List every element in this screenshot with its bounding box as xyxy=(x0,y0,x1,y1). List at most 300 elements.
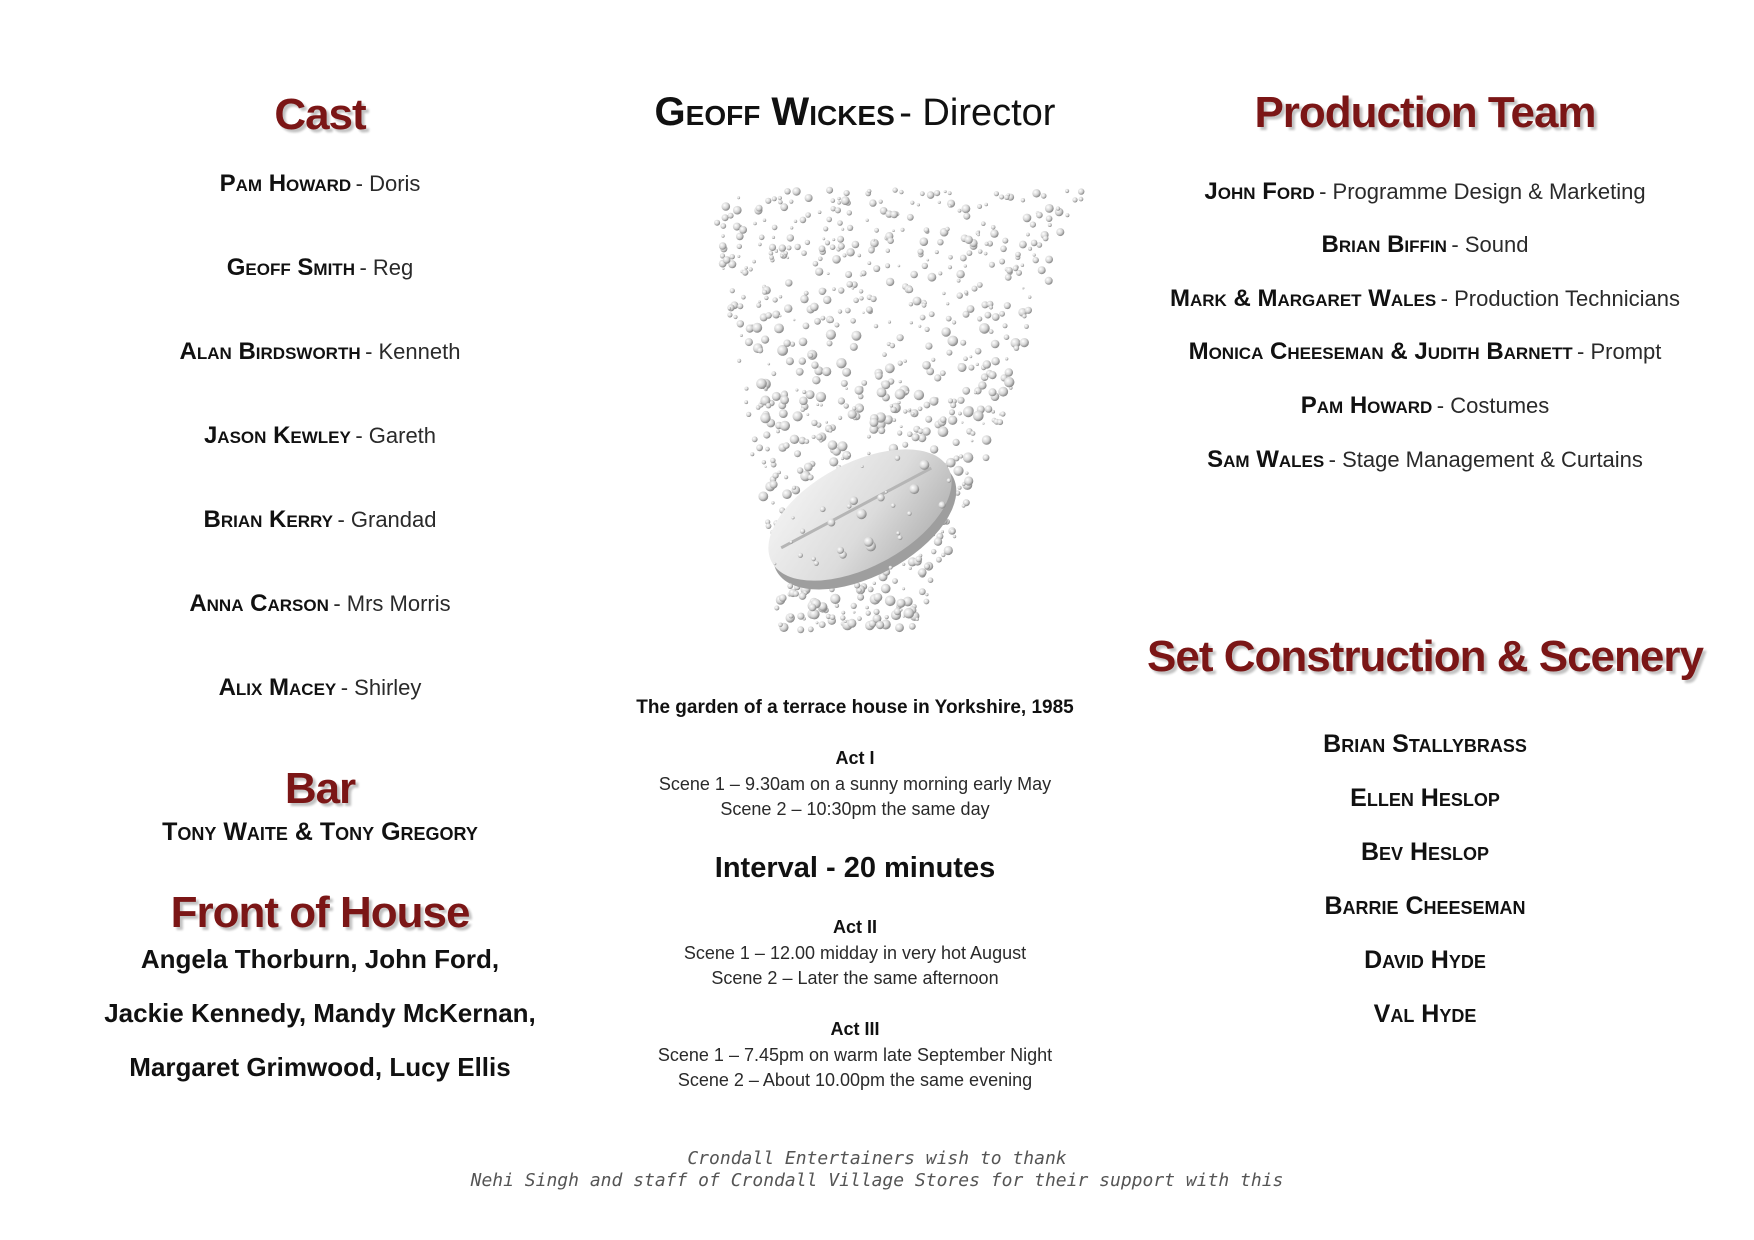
bubble xyxy=(983,360,991,368)
bubble xyxy=(963,356,968,361)
bubble xyxy=(867,189,871,193)
bubble xyxy=(868,247,875,254)
bubble xyxy=(849,496,858,505)
bubble xyxy=(805,240,810,245)
cast-member-name: Geoff Smith xyxy=(226,254,355,281)
act-title: Act III xyxy=(830,1019,880,1039)
bubble xyxy=(850,318,856,324)
bubble xyxy=(990,229,998,237)
bubble xyxy=(935,250,939,254)
bubble xyxy=(756,205,763,212)
bubble xyxy=(808,353,813,358)
bubble xyxy=(903,409,907,413)
bubble xyxy=(783,340,790,347)
thanks-line-2: Nehi Singh and staff of Crondall Village Stores for their support with this xyxy=(470,1170,1284,1191)
production-member-name: Sam Wales xyxy=(1207,446,1325,473)
bubble xyxy=(836,358,846,368)
bubble xyxy=(790,435,799,444)
bubble xyxy=(920,315,926,321)
bubble xyxy=(1065,189,1069,193)
bubble xyxy=(922,263,928,269)
bubble xyxy=(859,289,863,293)
bubble xyxy=(1026,233,1030,237)
bubble xyxy=(924,599,930,605)
bubble xyxy=(793,319,795,321)
bubble xyxy=(774,606,779,611)
bubble xyxy=(720,223,726,229)
bubble xyxy=(960,255,967,262)
bubble xyxy=(963,407,974,418)
bubble xyxy=(841,196,850,205)
bubble xyxy=(909,623,916,630)
bubble xyxy=(737,303,743,309)
bubble xyxy=(914,390,924,400)
bubble xyxy=(927,259,930,262)
bubble xyxy=(958,412,962,416)
bubble xyxy=(779,409,788,418)
bubble xyxy=(787,245,792,250)
bubble xyxy=(848,454,851,457)
bubble xyxy=(837,197,840,200)
bubble xyxy=(1005,357,1008,360)
bubble xyxy=(853,298,859,304)
production-member-role: - Production Technicians xyxy=(1440,286,1680,311)
bubble xyxy=(779,594,787,602)
bubble xyxy=(922,361,931,370)
bubble xyxy=(841,228,844,231)
bubble xyxy=(946,458,956,468)
bubble xyxy=(775,250,778,253)
bubble xyxy=(793,411,803,421)
cast-member xyxy=(60,338,580,366)
bubble xyxy=(960,340,966,346)
production-team-member xyxy=(1115,231,1735,259)
bubble xyxy=(737,320,744,327)
bubble xyxy=(827,272,830,275)
bubble xyxy=(806,390,815,399)
bubble xyxy=(902,587,905,590)
bubble xyxy=(937,239,943,245)
bubble xyxy=(967,250,973,256)
director-credit xyxy=(600,90,1110,135)
bubble xyxy=(1000,246,1007,253)
bubble xyxy=(772,297,777,302)
bubble xyxy=(922,303,927,308)
bubble xyxy=(851,331,861,341)
bubble xyxy=(794,244,800,250)
bubble xyxy=(742,269,748,275)
bubble xyxy=(1028,295,1031,298)
bubble xyxy=(912,433,920,441)
bubble xyxy=(779,295,782,298)
bubble xyxy=(977,204,982,209)
bubble xyxy=(968,365,974,371)
front-of-house-heading: Front of House xyxy=(170,888,470,937)
bar-heading: Bar xyxy=(284,764,356,813)
bubble xyxy=(907,511,912,516)
bubble xyxy=(769,255,774,260)
bubble xyxy=(853,611,856,614)
bubble xyxy=(728,307,731,310)
bubble xyxy=(948,255,953,260)
bubble xyxy=(918,568,926,576)
bubble xyxy=(789,200,793,204)
bubble xyxy=(829,457,838,466)
bubble xyxy=(977,282,983,288)
bubble xyxy=(991,225,996,230)
bubble xyxy=(899,190,903,194)
bubble xyxy=(1048,223,1052,227)
bubble xyxy=(844,403,849,408)
bubble xyxy=(779,244,786,251)
bubble xyxy=(837,236,844,243)
bubble xyxy=(804,291,809,296)
bubble xyxy=(816,434,823,441)
bubble xyxy=(1046,215,1053,222)
bubble xyxy=(866,611,871,616)
bubble xyxy=(784,251,788,255)
bubble xyxy=(765,447,770,452)
bubble xyxy=(773,473,779,479)
bubble xyxy=(838,416,842,420)
bubble xyxy=(780,254,784,258)
bubble xyxy=(885,615,889,619)
bubble xyxy=(1038,266,1046,274)
director-role: - Director xyxy=(899,92,1056,134)
bubble xyxy=(867,452,870,455)
production-team-member xyxy=(1115,338,1735,366)
bubble xyxy=(1036,212,1043,219)
bubble xyxy=(847,619,856,628)
bubble xyxy=(809,604,817,612)
bubble xyxy=(948,265,952,269)
bubble xyxy=(819,621,826,628)
bubble xyxy=(787,583,793,589)
cast-member xyxy=(60,590,580,618)
bubble xyxy=(1003,323,1008,328)
bubble xyxy=(931,549,936,554)
bubble xyxy=(924,563,930,569)
bubble xyxy=(722,268,724,270)
bubble xyxy=(896,531,900,535)
bubble xyxy=(940,416,947,423)
bubble xyxy=(898,265,901,268)
bubble xyxy=(910,271,918,279)
bubble xyxy=(766,523,772,529)
bubble xyxy=(776,430,780,434)
bubble xyxy=(739,226,747,234)
production-member-name: Monica Cheeseman & Judith Barnett xyxy=(1188,338,1573,365)
bubble xyxy=(919,588,926,595)
bubble xyxy=(907,287,913,293)
bubble xyxy=(847,210,852,215)
scene-line: Scene 1 – 12.00 midday in very hot August xyxy=(683,943,1027,963)
cast-member xyxy=(60,422,580,450)
bubble xyxy=(953,466,963,476)
bubble xyxy=(842,368,851,377)
bubble xyxy=(846,281,853,288)
bubble xyxy=(941,530,944,533)
bubble xyxy=(1045,277,1053,285)
bubble xyxy=(762,460,766,464)
bubble xyxy=(875,372,883,380)
bubble xyxy=(758,300,761,303)
bubble xyxy=(898,361,903,366)
bubble xyxy=(765,312,772,319)
bubble xyxy=(897,599,906,608)
bubble xyxy=(859,296,863,300)
bubble xyxy=(763,431,770,438)
bubble xyxy=(1002,238,1008,244)
bubble xyxy=(978,381,986,389)
cast-member-name: Anna Carson xyxy=(189,590,329,617)
bubble xyxy=(830,594,840,604)
bubble xyxy=(970,431,975,436)
bubble xyxy=(964,264,967,267)
bubble xyxy=(906,391,909,394)
bubble xyxy=(925,416,932,423)
bubble xyxy=(828,317,834,323)
bubble xyxy=(762,290,767,295)
set-construction-member: Ellen Heslop xyxy=(1350,784,1500,812)
bubble xyxy=(963,452,973,462)
bubble xyxy=(727,312,732,317)
production-team-member xyxy=(1115,285,1735,313)
bubble xyxy=(828,519,836,527)
bubble xyxy=(800,407,805,412)
production-member-role: - Prompt xyxy=(1577,339,1662,364)
bubble xyxy=(909,567,912,570)
bubble xyxy=(909,484,919,494)
bubble xyxy=(946,302,949,305)
bubble xyxy=(858,254,862,258)
bubble xyxy=(796,368,804,376)
bubble xyxy=(794,220,797,223)
bubble xyxy=(1056,206,1060,210)
cast-member xyxy=(60,170,580,198)
bubble xyxy=(984,203,988,207)
cast-member-role: - Mrs Morris xyxy=(333,591,451,616)
bubble xyxy=(805,212,811,218)
front-of-house-line: Angela Thorburn, John Ford, xyxy=(140,944,500,974)
bubble xyxy=(821,316,826,321)
bubble xyxy=(861,465,864,468)
cast-member-role: - Grandad xyxy=(337,507,437,532)
bubble xyxy=(983,454,990,461)
bubble xyxy=(1024,324,1029,329)
cast-member-role: - Shirley xyxy=(340,675,422,700)
bubble xyxy=(765,198,771,204)
bubble xyxy=(753,222,757,226)
bubble xyxy=(750,452,754,456)
bubble xyxy=(961,421,963,423)
bubble xyxy=(774,324,784,334)
bubble xyxy=(992,313,1000,321)
bubble xyxy=(925,343,932,350)
bubble xyxy=(901,228,905,232)
bubble xyxy=(826,187,833,194)
cast-member-role: - Reg xyxy=(359,255,414,280)
bubble xyxy=(802,390,806,394)
production-member-name: Pam Howard xyxy=(1300,392,1433,419)
bubble xyxy=(941,327,950,336)
bubble xyxy=(1037,242,1043,248)
bubble xyxy=(989,329,994,334)
bubble xyxy=(867,435,871,439)
bubble xyxy=(989,388,997,396)
bubble xyxy=(963,213,970,220)
bubble xyxy=(1072,197,1077,202)
bubble xyxy=(1033,257,1039,263)
bubble xyxy=(913,297,922,306)
bubble xyxy=(985,312,992,319)
production-team-member xyxy=(1115,178,1735,206)
bubble xyxy=(924,227,930,233)
bubble xyxy=(893,418,897,422)
bubble xyxy=(1019,241,1027,249)
bubble xyxy=(786,357,794,365)
bubble xyxy=(1065,213,1069,217)
bubble xyxy=(873,239,875,241)
bubble xyxy=(768,363,771,366)
bubble xyxy=(985,377,988,380)
bubble xyxy=(761,336,769,344)
bubble xyxy=(780,203,788,211)
bubble xyxy=(841,380,848,387)
bubble xyxy=(945,227,950,232)
bubble xyxy=(838,309,842,313)
bubble xyxy=(756,378,767,389)
bubble xyxy=(838,397,845,404)
bubble xyxy=(949,409,955,415)
bubble xyxy=(831,198,836,203)
cast-member-name: Jason Kewley xyxy=(203,422,351,449)
bubble xyxy=(827,340,833,346)
scene-line: Scene 2 – About 10.00pm the same evening xyxy=(677,1070,1033,1090)
bubble xyxy=(917,249,923,255)
bubble xyxy=(909,302,913,306)
bubble xyxy=(892,187,897,192)
bubble xyxy=(876,621,884,629)
bubble xyxy=(931,358,935,362)
bubble xyxy=(866,306,873,313)
bubble xyxy=(838,243,845,250)
bubble xyxy=(862,312,864,314)
bubble xyxy=(787,234,794,241)
bubble xyxy=(917,203,920,206)
bubble xyxy=(897,334,904,341)
bubble xyxy=(745,266,748,269)
bubble xyxy=(920,191,925,196)
bubble xyxy=(934,374,941,381)
bubble xyxy=(892,578,898,584)
bubble xyxy=(860,274,863,277)
bubble xyxy=(852,241,860,249)
bubble xyxy=(780,421,790,431)
bubble xyxy=(804,439,809,444)
bubble xyxy=(928,577,934,583)
bubble xyxy=(1020,338,1029,347)
bubble xyxy=(948,336,959,347)
bubble xyxy=(812,376,820,384)
bubble xyxy=(813,261,819,267)
bubble xyxy=(948,416,957,425)
bubble xyxy=(918,407,923,412)
bubble xyxy=(826,217,832,223)
production-member-role: - Programme Design & Marketing xyxy=(1319,179,1646,204)
bubble xyxy=(774,563,777,566)
bubble xyxy=(978,249,983,254)
bubble xyxy=(1005,368,1013,376)
bubble xyxy=(798,553,803,558)
bubble xyxy=(811,361,818,368)
bubble xyxy=(887,237,894,244)
bubble xyxy=(857,616,862,621)
bubble xyxy=(900,609,903,612)
bubble xyxy=(861,380,867,386)
bubble xyxy=(902,563,905,566)
bubble xyxy=(972,286,978,292)
bubble xyxy=(925,327,930,332)
bubble xyxy=(846,248,854,256)
bubble xyxy=(962,204,971,213)
bubble xyxy=(948,191,952,195)
bubble xyxy=(823,296,831,304)
cast-member-name: Pam Howard xyxy=(219,170,352,197)
bubble xyxy=(737,196,740,199)
bubble xyxy=(874,228,879,233)
act-title: Act I xyxy=(835,748,875,768)
bubble xyxy=(957,292,963,298)
bubble xyxy=(782,489,792,499)
bubble xyxy=(1006,267,1013,274)
bubble xyxy=(892,229,895,232)
bubble xyxy=(930,445,938,453)
bubble xyxy=(927,191,935,199)
bubble xyxy=(769,244,776,251)
set-construction-member: David Hyde xyxy=(1364,946,1486,974)
bubble xyxy=(785,279,792,286)
bubble xyxy=(1041,193,1047,199)
bubble xyxy=(857,405,864,412)
bubble xyxy=(714,220,720,226)
bubble xyxy=(811,420,817,426)
bubble xyxy=(1025,307,1032,314)
production-member-role: - Stage Management & Curtains xyxy=(1328,447,1643,472)
front-of-house-line: Margaret Grimwood, Lucy Ellis xyxy=(129,1052,511,1082)
bubble xyxy=(994,191,999,196)
bubble xyxy=(1022,314,1026,318)
bubble xyxy=(841,611,845,615)
bubble xyxy=(772,196,777,201)
set-construction-member: Barrie Cheeseman xyxy=(1324,892,1526,920)
bubble xyxy=(1004,302,1011,309)
bubble xyxy=(851,603,857,609)
bubble xyxy=(789,614,794,619)
bubble xyxy=(873,582,876,585)
bubble xyxy=(805,194,813,202)
bubble xyxy=(946,316,952,322)
bubble xyxy=(1021,198,1025,202)
bubble xyxy=(938,271,942,275)
bubble xyxy=(962,504,966,508)
bubble xyxy=(989,305,993,309)
bubble xyxy=(825,240,830,245)
interval-note: Interval - 20 minutes xyxy=(714,852,996,884)
bubble xyxy=(898,401,901,404)
bar-staff: Tony Waite & Tony Gregory xyxy=(162,818,478,846)
scene-line: Scene 2 – 10:30pm the same day xyxy=(720,799,990,819)
